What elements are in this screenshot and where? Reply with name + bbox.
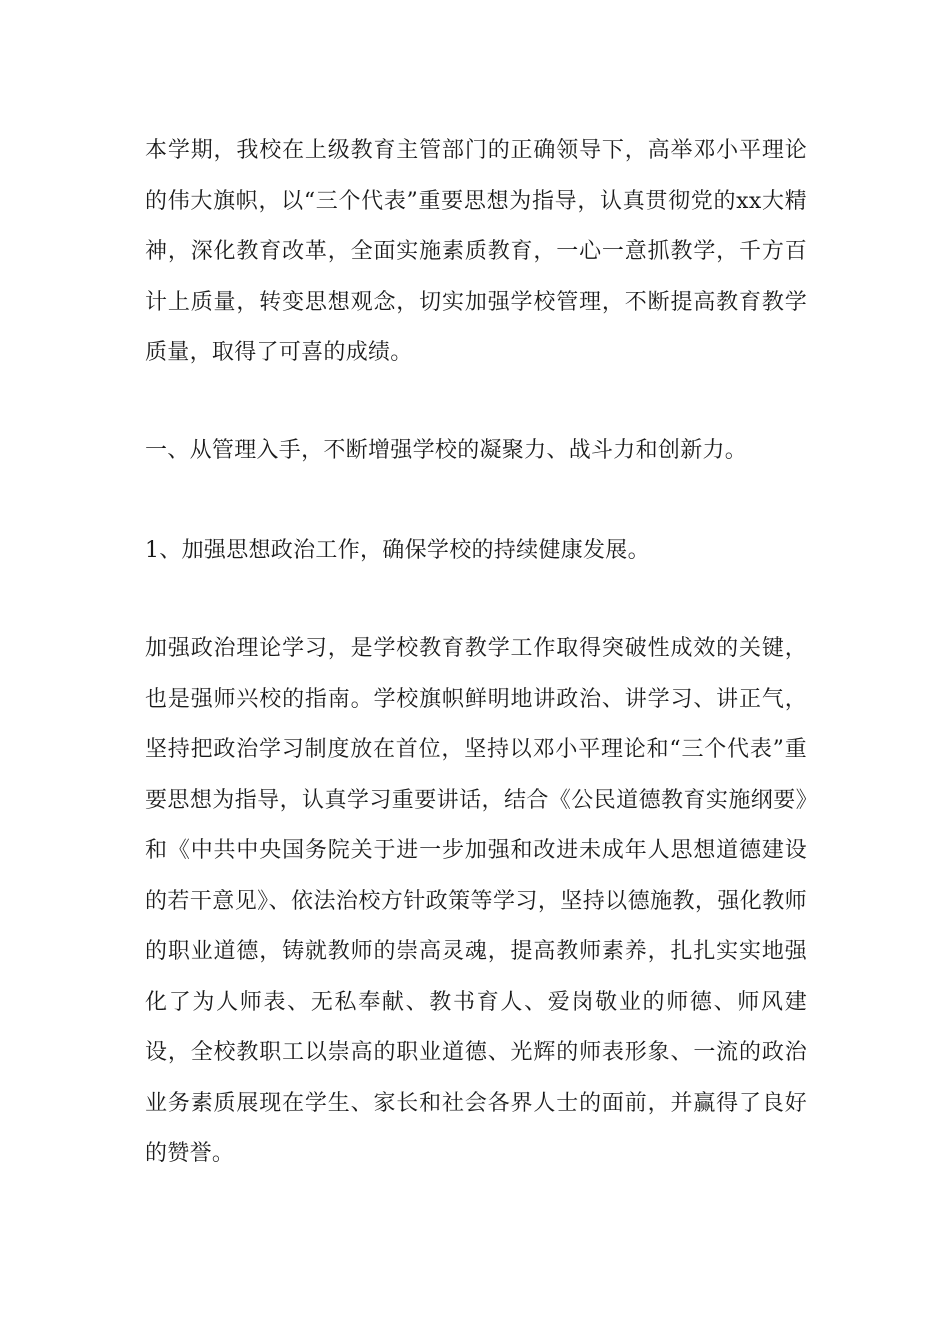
document-body: [145, 126, 807, 1180]
body-paragraph: 加强政治理论学习，是学校教育教学工作取得突破性成效的关键，也是强师兴校的指南。学校旗帜鲜明地讲政治、讲学习、讲正气，坚持把政治学习制度放在首位，坚持以邓小平理论和“三个代表”重要思想为指导，认真学习重要讲话，结合《公民道德教育实施纲要》和《中共中央国务院关于进一步加强和改进未成年人思想道德建设的若干意见》、依法治校方针政策等学习，坚持以德施教，强化教师的职业道德，铸就教师的崇高灵魂，提高教师素养，扎扎实实地强化了为人师表、无私奉献、教书育人、爱岗敬业的师德、师风建设，全校教职工以崇高的职业道德、光辉的师表形象、一流的政治业务素质展现在学生、家长和社会各界人士的面前，并赢得了良好的赞誉。: [145, 636, 807, 1166]
paragraph-spacer: [145, 379, 807, 426]
paragraph-spacer: [145, 477, 807, 526]
subsection-heading: 1、加强思想政治工作，确保学校的持续健康发展。: [145, 537, 650, 563]
intro-paragraph: 本学期，我校在上级教育主管部门的正确领导下，高举邓小平理论的伟大旗帜，以“三个代表”重要思想为指导，认真贯彻党的xx大精神，深化教育改革，全面实施素质教育，一心一意抓教学，千方百计上质量，转变思想观念，切实加强学校管理，不断提高教育教学质量，取得了可喜的成绩。: [145, 138, 807, 365]
section-heading: 一、从管理入手，不断增强学校的凝聚力、战斗力和创新力。: [145, 438, 748, 463]
paragraph-spacer: [145, 576, 807, 624]
